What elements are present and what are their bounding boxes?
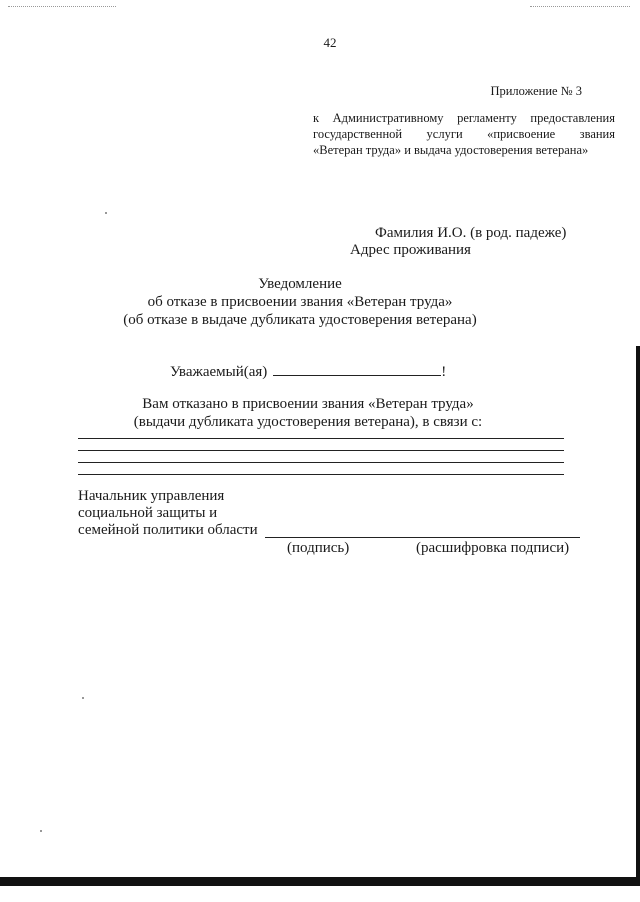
- scan-speck: [82, 697, 84, 699]
- greeting-label: Уважаемый(ая): [170, 364, 268, 380]
- appendix-line: государственной услуги «присвоение звания: [313, 127, 615, 141]
- signatory-title: Начальник управления: [78, 488, 225, 504]
- notice-subtitle-alt: (об отказе в выдаче дубликата удостоверения ветерана): [123, 312, 477, 328]
- reason-blank-line: [78, 450, 564, 451]
- signature-blank-line: [265, 537, 580, 538]
- reason-blank-line: [78, 462, 564, 463]
- reason-blank-line: [78, 474, 564, 475]
- page-number: 42: [323, 35, 337, 50]
- appendix-reference: [313, 110, 615, 158]
- greeting: [170, 362, 446, 381]
- appendix-line: к Административному регламенту предоставления: [313, 111, 615, 125]
- recipient-name-blank: [273, 362, 441, 376]
- reason-blank-line: [78, 438, 564, 439]
- scan-artifact: [8, 6, 116, 8]
- signature-decode-caption: (расшифровка подписи): [416, 540, 570, 556]
- scan-border-bottom: [0, 877, 640, 886]
- refusal-text: Вам отказано в присвоении звания «Ветеран труда»: [142, 396, 474, 412]
- notice-subtitle: об отказе в присвоении звания «Ветеран труда»: [147, 294, 453, 310]
- scan-border-right: [636, 346, 640, 886]
- notice-title: Уведомление: [258, 276, 342, 292]
- greeting-exclamation: !: [441, 364, 447, 380]
- scan-speck: [105, 212, 107, 214]
- refusal-text-alt: (выдачи дубликата удостоверения ветерана), в связи с:: [133, 414, 483, 430]
- addressee-name: Фамилия И.О. (в род. падеже): [375, 225, 567, 241]
- appendix-title: Приложение № 3: [490, 84, 582, 98]
- scan-artifact: [530, 6, 630, 8]
- scan-speck: [40, 830, 42, 832]
- signatory-title: социальной защиты и: [78, 505, 218, 521]
- addressee-address: Адрес проживания: [350, 242, 471, 258]
- signatory-title: семейной политики области: [78, 522, 258, 538]
- appendix-line: «Ветеран труда» и выдача удостоверения ветерана»: [313, 143, 589, 157]
- signature-caption: (подпись): [287, 540, 350, 556]
